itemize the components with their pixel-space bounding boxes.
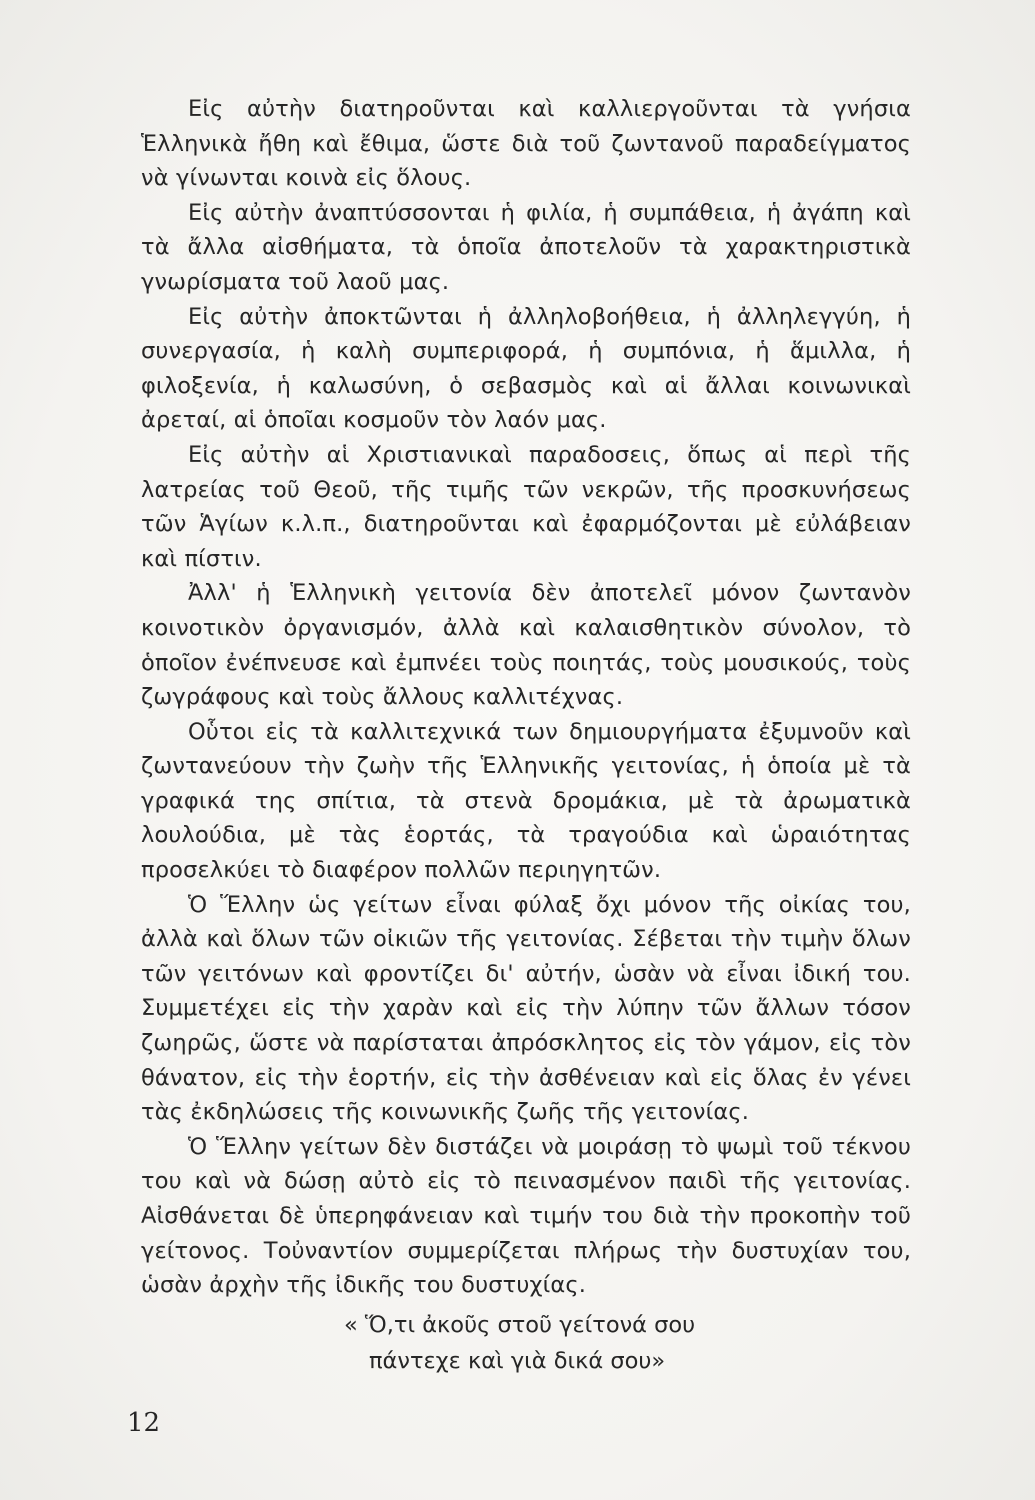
- paragraph-1: Εἰς αὐτὴν διατηροῦνται καὶ καλλιεργοῦνται τὰ γνήσια Ἑλληνικὰ ἤθη καὶ ἔθιμα, ὥστε διὰ τοῦ ζωντανοῦ παραδείγματος νὰ γίνωνται κοινὰ εἰς ὅλους.: [141, 96, 911, 192]
- paragraph-4: Εἰς αὐτὴν αἱ Χριστιανικαὶ παραδοσεις, ὅπως αἱ περὶ τῆς λατρείας τοῦ Θεοῦ, τῆς τιμῆς τῶν νεκρῶν, τῆς προσκυνήσεως τῶν Ἁγίων κ.λ.π., διατηροῦνται καὶ ἐφαρμόζονται μὲ εὐλάβειαν καὶ πίστιν.: [141, 441, 911, 572]
- page-number: 12: [127, 1408, 161, 1438]
- paragraph-7: Ὁ Ἕλλην ὡς γείτων εἶναι φύλαξ ὄχι μόνον τῆς οἰκίας του, ἀλλὰ καὶ ὅλων τῶν οἰκιῶν τῆς γειτονίας. Σέβεται τὴν τιμὴν ὅλων τῶν γειτόνων καὶ φροντίζει δι' αὐτήν, ὡσὰν νὰ εἶναι ἰδική του. Συμμετέχει εἰς τὴν χαρὰν καὶ εἰς τὴν λύπην τῶν ἄλλων τόσον ζωηρῶς, ὥστε νὰ παρίσταται ἀπρόσκλητος εἰς τὸν γάμον, εἰς τὸν θάνατον, εἰς τὴν ἑορτήν, εἰς τὴν ἀσθένειαν καὶ εἰς ὅλας ἐν γένει τὰς ἐκδηλώσεις τῆς κοινωνικῆς ζωῆς τῆς γειτονίας.: [141, 891, 911, 1126]
- proverb-quote: [141, 1307, 911, 1379]
- proverb-line-2: πάντεχε καὶ γιὰ δικά σου»: [369, 1348, 666, 1374]
- paragraph-2: Εἰς αὐτὴν ἀναπτύσσονται ἡ φιλία, ἡ συμπάθεια, ἡ ἀγάπη καὶ τὰ ἄλλα αἰσθήματα, τὰ ὁποῖα ἀποτελοῦν τὰ χαρακτηριστικὰ γνωρίσματα τοῦ λαοῦ μας.: [141, 199, 911, 295]
- proverb-line-1: « Ὅ,τι ἀκοῦς στοῦ γείτονά σου: [344, 1312, 696, 1338]
- body-text: [141, 92, 911, 1303]
- paragraph-8: Ὁ Ἕλλην γείτων δὲν διστάζει νὰ μοιράσῃ τὸ ψωμὶ τοῦ τέκνου του καὶ νὰ δώσῃ αὐτὸ εἰς τὸ πεινασμένον παιδὶ τῆς γειτονίας. Αἰσθάνεται δὲ ὑπερηφάνειαν καὶ τιμήν του διὰ τὴν προκοπὴν τοῦ γείτονος. Τοὐναντίον συμμερίζεται πλήρως τὴν δυστυχίαν του, ὡσὰν ἀρχὴν τῆς ἰδικῆς του δυστυχίας.: [141, 1133, 911, 1299]
- paragraph-3: Εἰς αὐτὴν ἀποκτῶνται ἡ ἀλληλοβοήθεια, ἡ ἀλληλεγγύη, ἡ συνεργασία, ἡ καλὴ συμπεριφορά, ἡ συμπόνια, ἡ ἅμιλλα, ἡ φιλοξενία, ἡ καλωσύνη, ὁ σεβασμὸς καὶ αἱ ἄλλαι κοινωνικαὶ ἀρεταί, αἱ ὁποῖαι κοσμοῦν τὸν λαόν μας.: [141, 303, 911, 434]
- paragraph-5: Ἀλλ' ἡ Ἑλληνικὴ γειτονία δὲν ἀποτελεῖ μόνον ζωντανὸν κοινοτικὸν ὀργανισμόν, ἀλλὰ καὶ καλαισθητικὸν σύνολον, τὸ ὁποῖον ἐνέπνευσε καὶ ἐμπνέει τοὺς ποιητάς, τοὺς μουσικούς, τοὺς ζωγράφους καὶ τοὺς ἄλλους καλλιτέχνας.: [141, 580, 911, 711]
- paragraph-6: Οὗτοι εἰς τὰ καλλιτεχνικά των δημιουργήματα ἐξυμνοῦν καὶ ζωντανεύουν τὴν ζωὴν τῆς Ἑλληνικῆς γειτονίας, ἡ ὁποία μὲ τὰ γραφικά της σπίτια, τὰ στενὰ δρομάκια, μὲ τὰ ἀρωματικὰ λουλούδια, μὲ τὰς ἑορτάς, τὰ τραγούδια καὶ ὡραιότητας προσελκύει τὸ διαφέρον πολλῶν περιηγητῶν.: [141, 718, 911, 884]
